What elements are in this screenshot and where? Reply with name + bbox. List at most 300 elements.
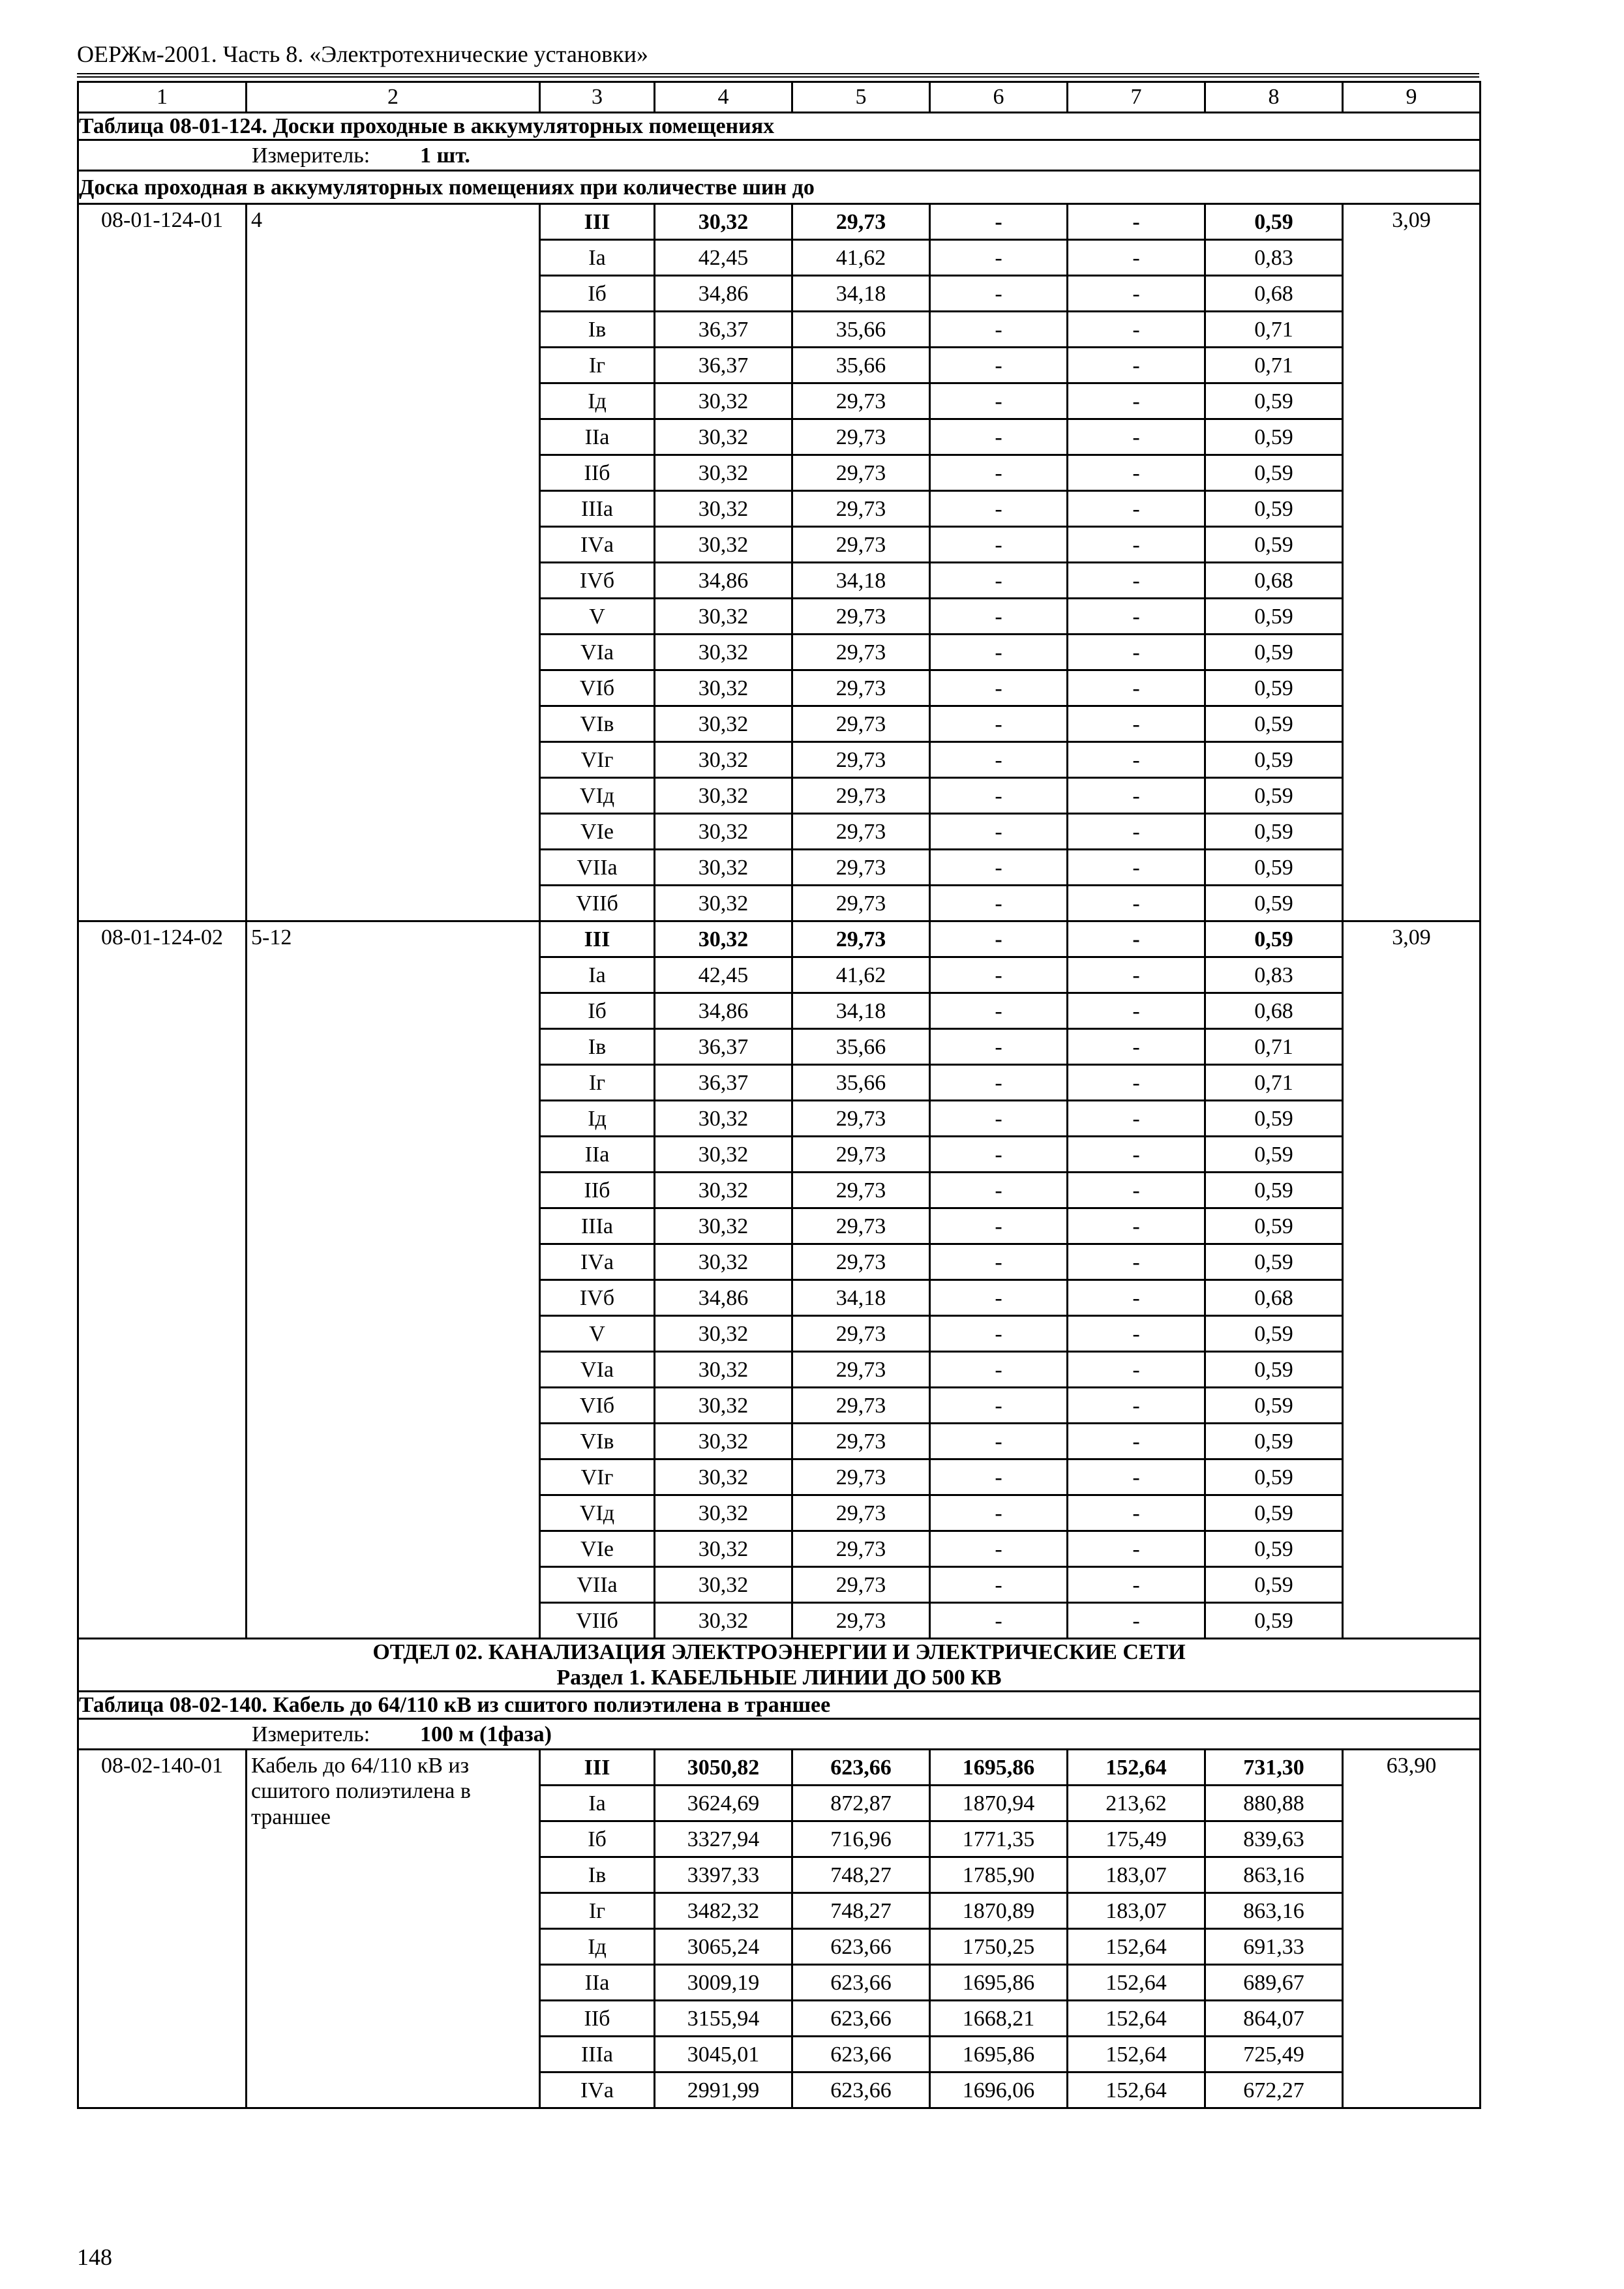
value-cell: - <box>930 1388 1068 1424</box>
value-cell: 30,32 <box>655 1173 792 1208</box>
value-cell: 1870,94 <box>930 1786 1068 1821</box>
value-cell: - <box>930 204 1068 240</box>
value-cell: - <box>1068 1424 1205 1459</box>
value-cell: 29,73 <box>792 1208 930 1244</box>
value-cell: 623,66 <box>792 2072 930 2108</box>
header-rule <box>77 73 1479 74</box>
value-cell: 0,83 <box>1205 957 1343 993</box>
value-cell: 30,32 <box>655 455 792 491</box>
zone-cell: VIб <box>540 1388 655 1424</box>
section-heading <box>78 1639 1481 1692</box>
value-cell: 0,59 <box>1205 1388 1343 1424</box>
value-cell: - <box>1068 1352 1205 1388</box>
value-cell: - <box>930 563 1068 599</box>
zone-cell: III <box>540 921 655 957</box>
value-cell: 623,66 <box>792 2037 930 2072</box>
value-cell: 0,59 <box>1205 1495 1343 1531</box>
zone-cell: IIа <box>540 1965 655 2001</box>
value-cell: 0,59 <box>1205 1244 1343 1280</box>
measure-row <box>78 1719 1481 1750</box>
value-cell: 35,66 <box>792 348 930 383</box>
header-rule <box>77 76 1479 78</box>
value-cell: 3065,24 <box>655 1929 792 1965</box>
value-cell: 3624,69 <box>655 1786 792 1821</box>
value-cell: - <box>1068 886 1205 921</box>
column-number-row <box>78 82 1481 113</box>
value-cell: 29,73 <box>792 1173 930 1208</box>
value-cell: 1696,06 <box>930 2072 1068 2108</box>
value-cell: 42,45 <box>655 957 792 993</box>
value-cell: 623,66 <box>792 1929 930 1965</box>
value-cell: - <box>930 419 1068 455</box>
zone-cell: VIд <box>540 778 655 814</box>
value-cell: - <box>930 276 1068 312</box>
value-cell: - <box>930 993 1068 1029</box>
value-cell: 1695,86 <box>930 2037 1068 2072</box>
value-cell: 34,18 <box>792 276 930 312</box>
value-cell: - <box>1068 706 1205 742</box>
value-cell: 0,59 <box>1205 527 1343 563</box>
value-cell: 41,62 <box>792 240 930 276</box>
value-cell: 30,32 <box>655 635 792 670</box>
value-cell: 29,73 <box>792 383 930 419</box>
col-number: 9 <box>1343 82 1481 113</box>
value-cell: 864,07 <box>1205 2001 1343 2037</box>
value-cell: 1870,89 <box>930 1893 1068 1929</box>
measure-value: 1 шт. <box>420 143 470 168</box>
labor-cell: 3,09 <box>1343 921 1481 1639</box>
value-cell: 0,59 <box>1205 886 1343 921</box>
table-row <box>78 1750 1481 1786</box>
rate-name: Кабель до 64/110 кВ из сшитого полиэтилена в траншее <box>247 1750 540 2108</box>
value-cell: 0,59 <box>1205 1459 1343 1495</box>
value-cell: 839,63 <box>1205 1821 1343 1857</box>
zone-cell: IIб <box>540 1173 655 1208</box>
value-cell: 0,59 <box>1205 921 1343 957</box>
value-cell: 35,66 <box>792 1065 930 1101</box>
value-cell: 183,07 <box>1068 1857 1205 1893</box>
measure-label: Измеритель: <box>252 1722 370 1746</box>
rate-name: 4 <box>247 204 540 921</box>
value-cell: 1695,86 <box>930 1965 1068 2001</box>
value-cell: 29,73 <box>792 1567 930 1603</box>
value-cell: 0,68 <box>1205 276 1343 312</box>
value-cell: - <box>1068 1137 1205 1173</box>
value-cell: 29,73 <box>792 419 930 455</box>
value-cell: - <box>1068 240 1205 276</box>
value-cell: 29,73 <box>792 886 930 921</box>
zone-cell: Iв <box>540 1029 655 1065</box>
zone-cell: V <box>540 599 655 635</box>
value-cell: - <box>930 1352 1068 1388</box>
value-cell: - <box>930 1316 1068 1352</box>
value-cell: 29,73 <box>792 1459 930 1495</box>
value-cell: 30,32 <box>655 1352 792 1388</box>
value-cell: - <box>1068 204 1205 240</box>
value-cell: - <box>1068 455 1205 491</box>
zone-cell: IVа <box>540 527 655 563</box>
value-cell: 3009,19 <box>655 1965 792 2001</box>
value-cell: - <box>1068 1603 1205 1639</box>
zone-cell: III <box>540 204 655 240</box>
value-cell: 36,37 <box>655 1029 792 1065</box>
value-cell: 0,59 <box>1205 1567 1343 1603</box>
value-cell: - <box>1068 1029 1205 1065</box>
value-cell: 34,86 <box>655 1280 792 1316</box>
rate-code: 08-01-124-02 <box>78 921 247 1639</box>
value-cell: 3327,94 <box>655 1821 792 1857</box>
value-cell: 0,59 <box>1205 706 1343 742</box>
table-title: Таблица 08-01-124. Доски проходные в аккумуляторных помещениях <box>78 113 1481 140</box>
value-cell: 0,59 <box>1205 599 1343 635</box>
zone-cell: Iг <box>540 1893 655 1929</box>
value-cell: 29,73 <box>792 1352 930 1388</box>
table-title: Таблица 08-02-140. Кабель до 64/110 кВ из сшитого полиэтилена в траншее <box>78 1692 1481 1719</box>
value-cell: 30,32 <box>655 921 792 957</box>
value-cell: - <box>930 778 1068 814</box>
measure-label: Измеритель: <box>252 143 370 168</box>
value-cell: 0,59 <box>1205 383 1343 419</box>
value-cell: 0,59 <box>1205 1208 1343 1244</box>
value-cell: - <box>930 1208 1068 1244</box>
value-cell: 748,27 <box>792 1857 930 1893</box>
zone-cell: Iа <box>540 240 655 276</box>
value-cell: 35,66 <box>792 312 930 348</box>
zone-cell: VIд <box>540 1495 655 1531</box>
value-cell: 152,64 <box>1068 2037 1205 2072</box>
zone-cell: VIе <box>540 1531 655 1567</box>
table-row <box>78 921 1481 957</box>
value-cell: - <box>1068 1567 1205 1603</box>
zone-cell: Iд <box>540 1101 655 1137</box>
value-cell: 716,96 <box>792 1821 930 1857</box>
value-cell: - <box>1068 599 1205 635</box>
value-cell: 29,73 <box>792 599 930 635</box>
zone-cell: IIа <box>540 1137 655 1173</box>
value-cell: - <box>930 706 1068 742</box>
col-number: 8 <box>1205 82 1343 113</box>
value-cell: 29,73 <box>792 1495 930 1531</box>
zone-cell: Iд <box>540 383 655 419</box>
page-number: 148 <box>77 2244 112 2270</box>
section-line2: Раздел 1. КАБЕЛЬНЫЕ ЛИНИИ ДО 500 КВ <box>556 1666 1002 1690</box>
rate-code: 08-01-124-01 <box>78 204 247 921</box>
value-cell: 1785,90 <box>930 1857 1068 1893</box>
value-cell: 29,73 <box>792 635 930 670</box>
zone-cell: IVб <box>540 563 655 599</box>
value-cell: - <box>930 1424 1068 1459</box>
zone-cell: VIе <box>540 814 655 850</box>
value-cell: - <box>1068 635 1205 670</box>
value-cell: 30,32 <box>655 419 792 455</box>
measure-row <box>78 140 1481 171</box>
value-cell: 30,32 <box>655 778 792 814</box>
value-cell: 29,73 <box>792 1424 930 1459</box>
value-cell: 0,59 <box>1205 455 1343 491</box>
value-cell: - <box>1068 1065 1205 1101</box>
value-cell: 0,59 <box>1205 778 1343 814</box>
value-cell: - <box>930 957 1068 993</box>
zone-cell: IVа <box>540 2072 655 2108</box>
value-cell: 2991,99 <box>655 2072 792 2108</box>
value-cell: 0,68 <box>1205 563 1343 599</box>
value-cell: 0,59 <box>1205 491 1343 527</box>
value-cell: - <box>1068 814 1205 850</box>
value-cell: 30,32 <box>655 383 792 419</box>
value-cell: 29,73 <box>792 1603 930 1639</box>
value-cell: - <box>930 1137 1068 1173</box>
value-cell: - <box>1068 383 1205 419</box>
zone-cell: VIIб <box>540 886 655 921</box>
value-cell: 3045,01 <box>655 2037 792 2072</box>
zone-cell: Iв <box>540 1857 655 1893</box>
zone-cell: Iа <box>540 957 655 993</box>
value-cell: 689,67 <box>1205 1965 1343 2001</box>
value-cell: 1695,86 <box>930 1750 1068 1786</box>
value-cell: - <box>930 1101 1068 1137</box>
value-cell: - <box>1068 921 1205 957</box>
value-cell: - <box>1068 1173 1205 1208</box>
value-cell: 0,59 <box>1205 1531 1343 1567</box>
value-cell: 30,32 <box>655 1424 792 1459</box>
value-cell: - <box>930 1531 1068 1567</box>
subtitle-row <box>78 171 1481 204</box>
value-cell: 0,59 <box>1205 1603 1343 1639</box>
running-header: ОЕРЖм-2001. Часть 8. «Электротехнические установки» <box>77 41 648 67</box>
value-cell: - <box>930 742 1068 778</box>
zone-cell: IIб <box>540 455 655 491</box>
value-cell: 30,32 <box>655 1603 792 1639</box>
value-cell: 41,62 <box>792 957 930 993</box>
value-cell: 623,66 <box>792 1965 930 2001</box>
value-cell: 30,32 <box>655 1316 792 1352</box>
zone-cell: VIа <box>540 635 655 670</box>
table-title-row <box>78 1692 1481 1719</box>
value-cell: - <box>1068 491 1205 527</box>
value-cell: 29,73 <box>792 1388 930 1424</box>
labor-cell: 3,09 <box>1343 204 1481 921</box>
rate-name: 5-12 <box>247 921 540 1639</box>
value-cell: 175,49 <box>1068 1821 1205 1857</box>
value-cell: 30,32 <box>655 1459 792 1495</box>
value-cell: - <box>1068 419 1205 455</box>
zone-cell: IIIа <box>540 2037 655 2072</box>
value-cell: 623,66 <box>792 1750 930 1786</box>
value-cell: - <box>1068 527 1205 563</box>
value-cell: 30,32 <box>655 1244 792 1280</box>
value-cell: 30,32 <box>655 670 792 706</box>
zone-cell: VIб <box>540 670 655 706</box>
table-subtitle: Доска проходная в аккумуляторных помещениях при количестве шин до <box>78 171 1481 204</box>
value-cell: 0,59 <box>1205 1101 1343 1137</box>
zone-cell: Iд <box>540 1929 655 1965</box>
measure-cell <box>78 1719 1481 1750</box>
value-cell: 29,73 <box>792 204 930 240</box>
value-cell: - <box>930 814 1068 850</box>
rates-table-body <box>78 82 1481 2108</box>
value-cell: 748,27 <box>792 1893 930 1929</box>
value-cell: - <box>930 1603 1068 1639</box>
value-cell: - <box>1068 778 1205 814</box>
zone-cell: VIIа <box>540 1567 655 1603</box>
value-cell: 36,37 <box>655 1065 792 1101</box>
value-cell: 29,73 <box>792 455 930 491</box>
value-cell: 3482,32 <box>655 1893 792 1929</box>
value-cell: 731,30 <box>1205 1750 1343 1786</box>
zone-cell: Iг <box>540 1065 655 1101</box>
zone-cell: VIг <box>540 1459 655 1495</box>
value-cell: - <box>930 1065 1068 1101</box>
value-cell: 183,07 <box>1068 1893 1205 1929</box>
value-cell: 30,32 <box>655 742 792 778</box>
value-cell: 0,71 <box>1205 1029 1343 1065</box>
zone-cell: VIг <box>540 742 655 778</box>
value-cell: 29,73 <box>792 1244 930 1280</box>
value-cell: 0,68 <box>1205 1280 1343 1316</box>
zone-cell: VIв <box>540 1424 655 1459</box>
value-cell: - <box>1068 348 1205 383</box>
value-cell: - <box>1068 1459 1205 1495</box>
value-cell: 29,73 <box>792 706 930 742</box>
value-cell: 863,16 <box>1205 1893 1343 1929</box>
value-cell: - <box>930 491 1068 527</box>
value-cell: 3397,33 <box>655 1857 792 1893</box>
value-cell: 0,59 <box>1205 814 1343 850</box>
value-cell: 0,59 <box>1205 850 1343 886</box>
zone-cell: Iб <box>540 276 655 312</box>
col-number: 7 <box>1068 82 1205 113</box>
value-cell: 0,59 <box>1205 670 1343 706</box>
value-cell: - <box>930 886 1068 921</box>
value-cell: 152,64 <box>1068 2001 1205 2037</box>
value-cell: 29,73 <box>792 1316 930 1352</box>
value-cell: 0,71 <box>1205 348 1343 383</box>
value-cell: 213,62 <box>1068 1786 1205 1821</box>
value-cell: - <box>930 240 1068 276</box>
zone-cell: Iб <box>540 1821 655 1857</box>
value-cell: - <box>1068 850 1205 886</box>
value-cell: - <box>930 635 1068 670</box>
value-cell: - <box>930 599 1068 635</box>
value-cell: 34,18 <box>792 1280 930 1316</box>
value-cell: 29,73 <box>792 1137 930 1173</box>
zone-cell: V <box>540 1316 655 1352</box>
value-cell: 0,59 <box>1205 742 1343 778</box>
zone-cell: Iа <box>540 1786 655 1821</box>
value-cell: 0,83 <box>1205 240 1343 276</box>
value-cell: 152,64 <box>1068 2072 1205 2108</box>
value-cell: - <box>1068 1280 1205 1316</box>
value-cell: 30,32 <box>655 1495 792 1531</box>
value-cell: 30,32 <box>655 491 792 527</box>
value-cell: 30,32 <box>655 1567 792 1603</box>
measure-value: 100 м (1фаза) <box>420 1722 552 1746</box>
value-cell: 30,32 <box>655 1208 792 1244</box>
value-cell: - <box>1068 312 1205 348</box>
value-cell: - <box>930 1567 1068 1603</box>
value-cell: 3050,82 <box>655 1750 792 1786</box>
section-row <box>78 1639 1481 1692</box>
value-cell: 880,88 <box>1205 1786 1343 1821</box>
zone-cell: VIIб <box>540 1603 655 1639</box>
value-cell: 1668,21 <box>930 2001 1068 2037</box>
value-cell: 34,18 <box>792 563 930 599</box>
col-number: 4 <box>655 82 792 113</box>
value-cell: 29,73 <box>792 491 930 527</box>
value-cell: 30,32 <box>655 850 792 886</box>
value-cell: - <box>930 1459 1068 1495</box>
value-cell: - <box>930 1244 1068 1280</box>
table-row <box>78 204 1481 240</box>
labor-cell: 63,90 <box>1343 1750 1481 2108</box>
value-cell: - <box>930 383 1068 419</box>
section-line1: ОТДЕЛ 02. КАНАЛИЗАЦИЯ ЭЛЕКТРОЭНЕРГИИ И ЭЛЕКТРИЧЕСКИЕ СЕТИ <box>372 1640 1186 1665</box>
value-cell: - <box>1068 993 1205 1029</box>
zone-cell: IVа <box>540 1244 655 1280</box>
value-cell: - <box>930 1173 1068 1208</box>
value-cell: 29,73 <box>792 1101 930 1137</box>
col-number: 6 <box>930 82 1068 113</box>
value-cell: - <box>930 670 1068 706</box>
value-cell: - <box>930 527 1068 563</box>
value-cell: 29,73 <box>792 1531 930 1567</box>
value-cell: 152,64 <box>1068 1929 1205 1965</box>
value-cell: 1750,25 <box>930 1929 1068 1965</box>
value-cell: 3155,94 <box>655 2001 792 2037</box>
value-cell: - <box>930 455 1068 491</box>
value-cell: - <box>1068 670 1205 706</box>
value-cell: - <box>1068 1495 1205 1531</box>
value-cell: 36,37 <box>655 312 792 348</box>
value-cell: - <box>930 1280 1068 1316</box>
value-cell: 42,45 <box>655 240 792 276</box>
value-cell: 29,73 <box>792 850 930 886</box>
value-cell: 0,59 <box>1205 1137 1343 1173</box>
value-cell: 36,37 <box>655 348 792 383</box>
value-cell: - <box>1068 276 1205 312</box>
value-cell: 0,59 <box>1205 1316 1343 1352</box>
value-cell: - <box>1068 563 1205 599</box>
value-cell: 34,86 <box>655 276 792 312</box>
zone-cell: Iг <box>540 348 655 383</box>
value-cell: 0,59 <box>1205 204 1343 240</box>
zone-cell: Iв <box>540 312 655 348</box>
value-cell: - <box>1068 1208 1205 1244</box>
value-cell: 29,73 <box>792 527 930 563</box>
value-cell: 0,68 <box>1205 993 1343 1029</box>
zone-cell: IIб <box>540 2001 655 2037</box>
value-cell: 863,16 <box>1205 1857 1343 1893</box>
value-cell: 672,27 <box>1205 2072 1343 2108</box>
col-number: 3 <box>540 82 655 113</box>
value-cell: 691,33 <box>1205 1929 1343 1965</box>
value-cell: 34,86 <box>655 993 792 1029</box>
value-cell: - <box>1068 1316 1205 1352</box>
value-cell: 0,59 <box>1205 635 1343 670</box>
value-cell: - <box>1068 1531 1205 1567</box>
value-cell: 34,86 <box>655 563 792 599</box>
value-cell: 30,32 <box>655 706 792 742</box>
value-cell: 30,32 <box>655 599 792 635</box>
value-cell: - <box>1068 1388 1205 1424</box>
value-cell: 0,59 <box>1205 1352 1343 1388</box>
zone-cell: Iб <box>540 993 655 1029</box>
value-cell: 0,59 <box>1205 419 1343 455</box>
value-cell: 30,32 <box>655 1101 792 1137</box>
value-cell: 29,73 <box>792 742 930 778</box>
value-cell: 152,64 <box>1068 1750 1205 1786</box>
value-cell: 0,59 <box>1205 1424 1343 1459</box>
